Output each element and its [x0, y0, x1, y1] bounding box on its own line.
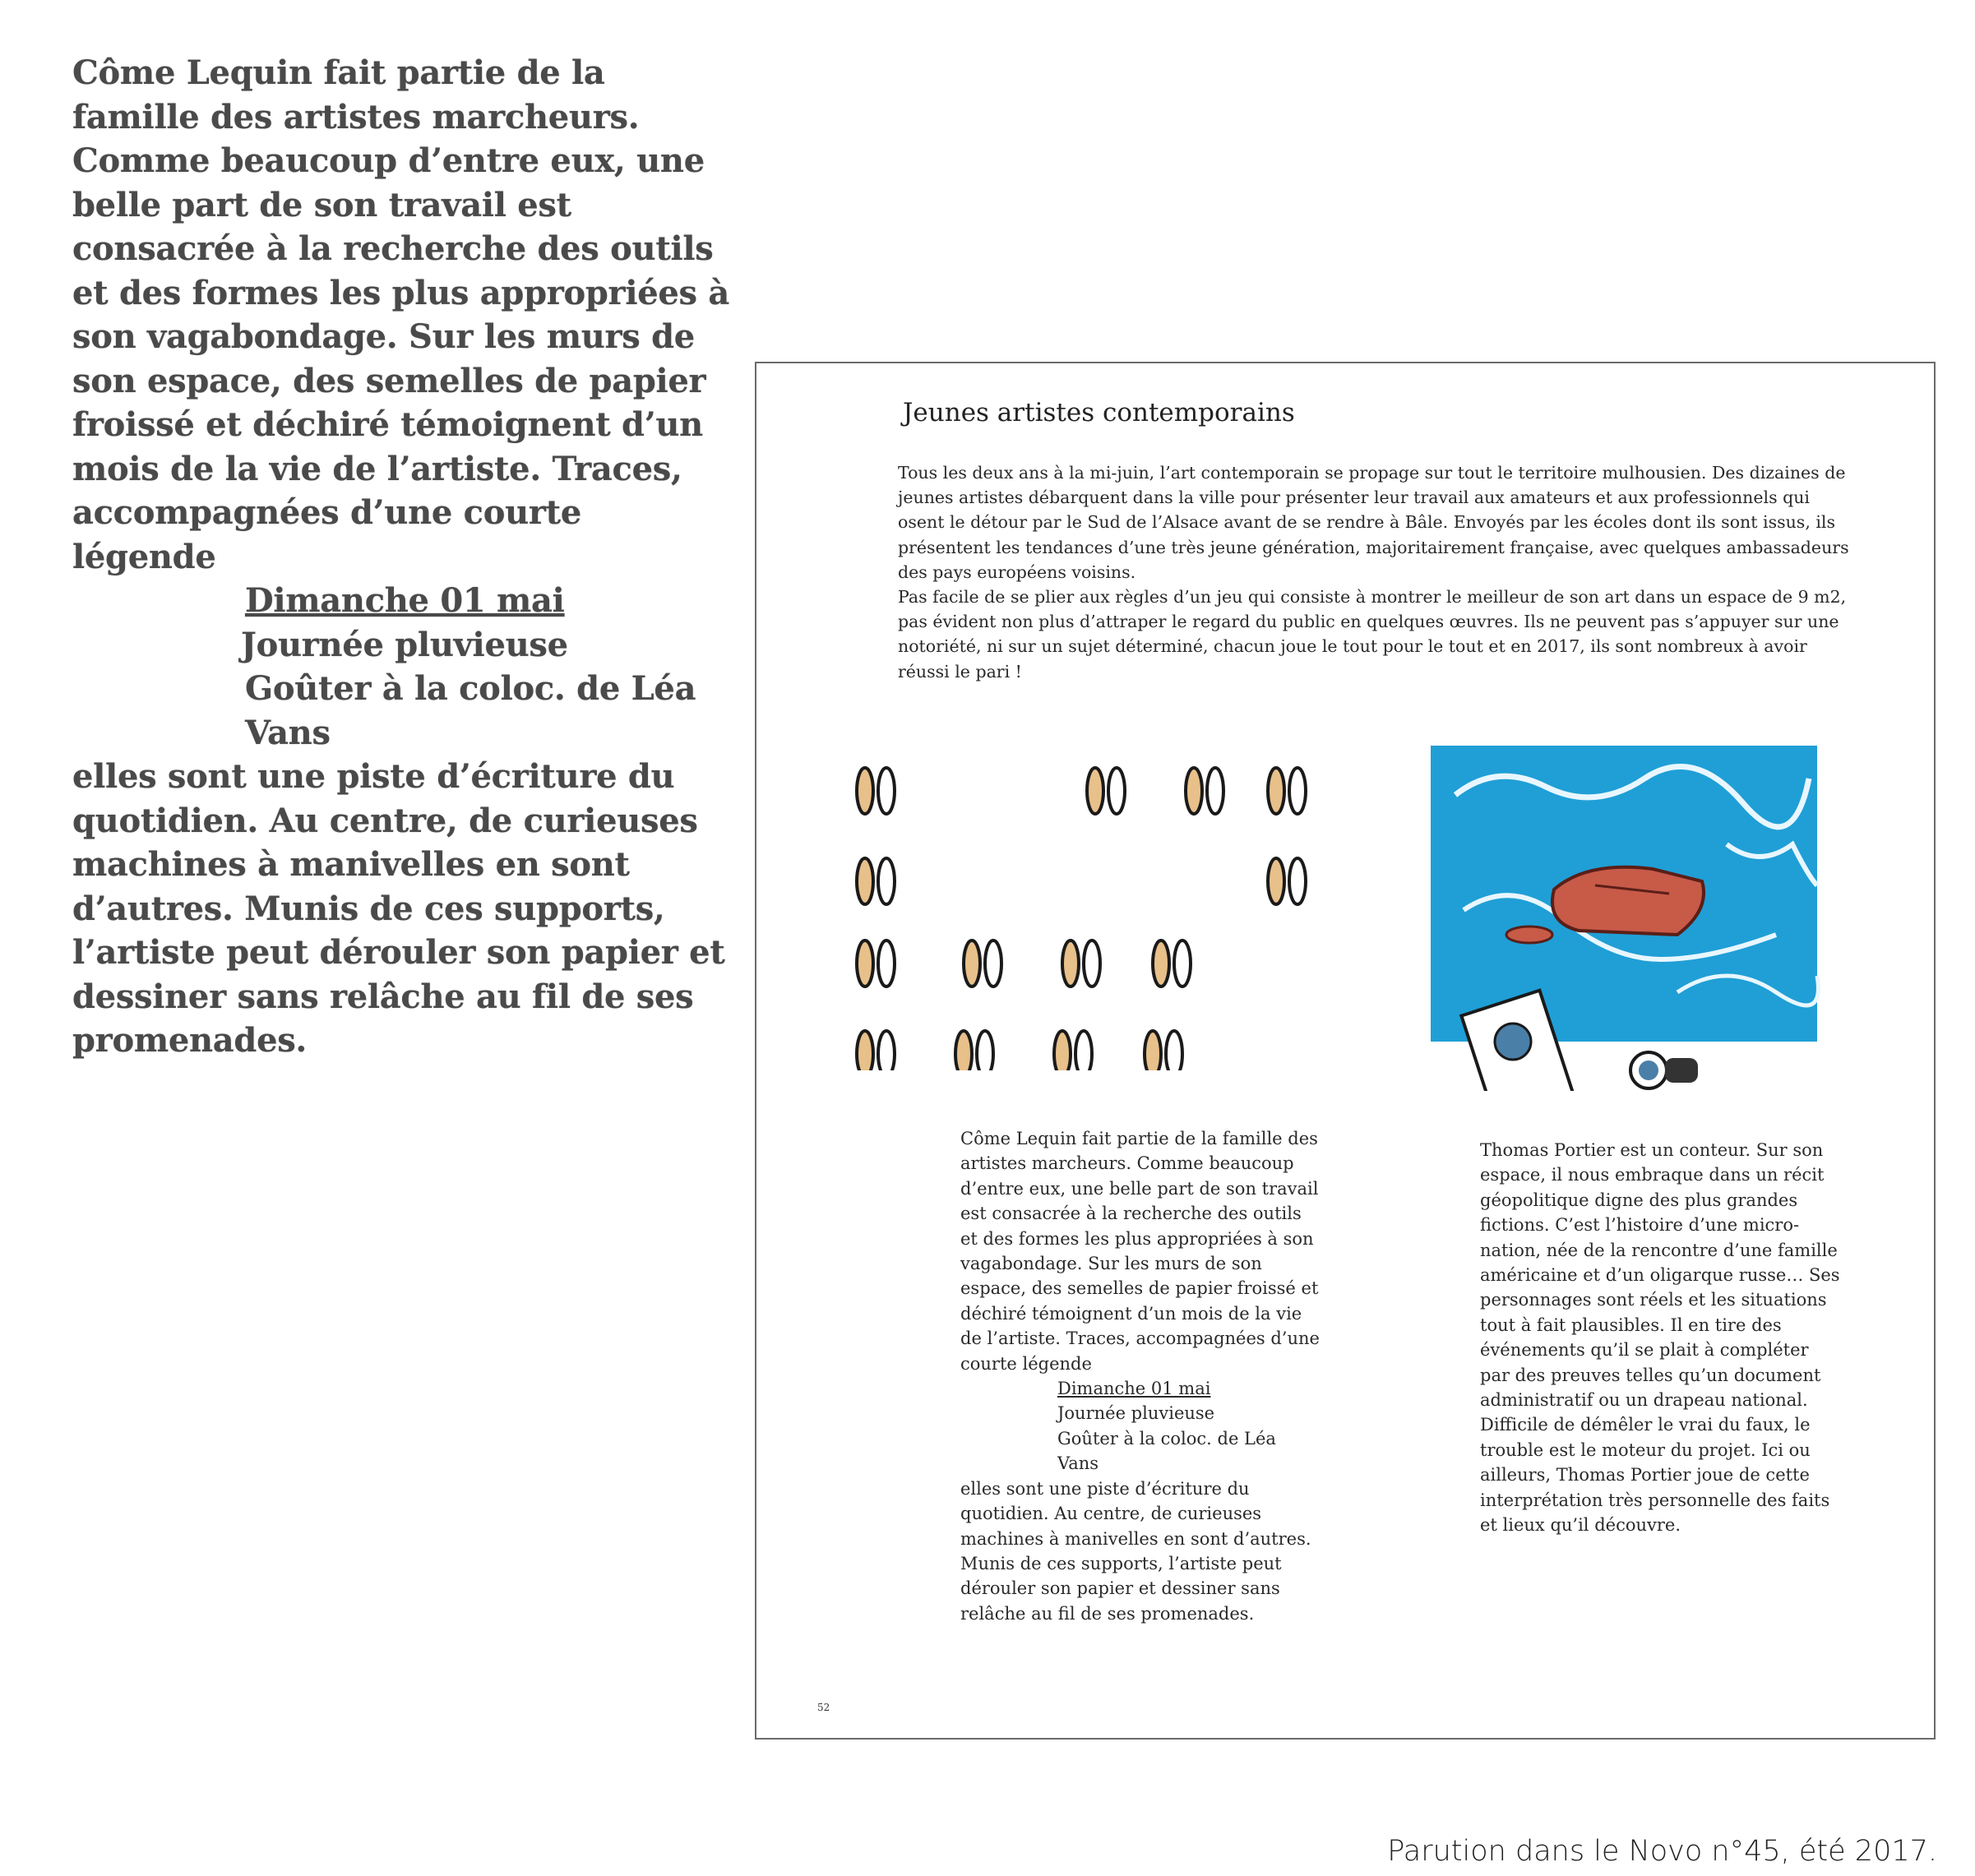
footprint-sole-icon — [878, 940, 895, 987]
footprint-sole-icon — [1084, 940, 1100, 987]
article-thomas-portier: Thomas Portier est un conteur. Sur son espace, il nous embraque dans un récit géopolitique digne des plus grandes fictions. C’est l’histoire d’une micro-nation, née de la rencontre d’une famille américaine et d’un oligarque russe… Ses personnages sont réels et les situations tout à fait plausibles. Il en tire des événements qu’il se plait à compléter par des preuves telles qu’un document administratif ou un drapeau national. Difficile de démêler le vrai du faux, le trouble est le moteur du projet. Ici ou ailleurs, Thomas Portier joue de cette interprétation très personnelle des faits et lieux qu’il découvre. — [1480, 1140, 1840, 1536]
footprint-sole-icon — [977, 1031, 993, 1070]
footprint-sole-icon — [857, 858, 873, 904]
intro-text — [898, 460, 1860, 684]
col-a-legend-3: Goûter à la coloc. de Léa Vans — [1057, 1428, 1276, 1474]
footprint-sole-icon — [857, 1031, 873, 1070]
footprint-sole-icon — [1153, 940, 1169, 987]
zoom-paragraph-1: Côme Lequin fait partie de la famille des artistes marcheurs. Comme beaucoup d’entre eux, une belle part de son travail est consacrée à la recherche des outils et des formes les plus appropriées à son vagabondage. Sur les murs de son espace, des semelles de papier froissé et déchiré témoignent d’un mois de la vie de l’artiste. Traces, accompagnées d’une courte légende — [72, 53, 729, 576]
footprint-sole-icon — [1289, 858, 1306, 904]
footprint-sole-icon — [1145, 1031, 1161, 1070]
footprints-image — [839, 758, 1332, 1070]
footprint-sole-icon — [985, 940, 1001, 987]
footprint-sole-icon — [1108, 768, 1125, 814]
publication-caption: Parution dans le Novo n°45, été 2017. — [1387, 1835, 1937, 1868]
boat-icon — [1552, 867, 1704, 935]
zoom-paragraph-2: elles sont une piste d’écriture du quotidien. Au centre, de curieuses machines à manivelles en sont d’autres. Munis de ces supports, l’artiste peut dérouler son papier et dessiner sans relâche au fil de ses promenades. — [72, 757, 725, 1060]
footprint-sole-icon — [857, 940, 873, 987]
article-come-lequin — [960, 1126, 1322, 1626]
magazine-page — [755, 362, 1936, 1740]
footprint-sole-icon — [1207, 768, 1223, 814]
footprint-sole-icon — [1268, 768, 1284, 814]
footprint-sole-icon — [878, 1031, 895, 1070]
footprint-sole-icon — [964, 940, 980, 987]
footprint-sole-icon — [878, 768, 895, 814]
boat-map-illustration — [1431, 746, 1875, 1091]
zoom-legend-line-2: Journée pluvieuse — [241, 625, 568, 664]
footprint-sole-icon — [1166, 1031, 1182, 1070]
footprint-sole-icon — [857, 768, 873, 814]
col-a-legend-2: Journée pluvieuse — [1057, 1403, 1215, 1424]
footprint-sole-icon — [955, 1031, 972, 1070]
tape-roll-icon — [1630, 1052, 1698, 1088]
footprint-sole-icon — [1174, 940, 1191, 987]
zoom-legend-line-1: Dimanche 01 mai — [245, 581, 565, 620]
col-a-legend-1: Dimanche 01 mai — [1057, 1379, 1211, 1399]
page-title: Jeunes artistes contemporains — [903, 398, 1295, 427]
col-a-paragraph-1: Côme Lequin fait partie de la famille des artistes marcheurs. Comme beaucoup d’entre eux, une belle part de son travail est consacrée à la recherche des outils et des formes les plus appropriées à son vagabondage. Sur les murs de son espace, des semelles de papier froissé et déchiré témoignent d’un mois de la vie de l’artiste. Traces, accompagnées d’une courte légende — [960, 1129, 1320, 1374]
footprint-sole-icon — [878, 858, 895, 904]
zoomed-excerpt — [72, 51, 730, 1063]
footprint-sole-icon — [1075, 1031, 1092, 1070]
footprint-sole-icon — [1062, 940, 1079, 987]
intro-paragraph-2: Pas facile de se plier aux règles d’un jeu qui consiste à montrer le meilleur de son art dans un espace de 9 m2, pas évident non plus d’attraper le regard du public en quelques œuvres. Ils ne peuvent pas s’appuyer sur une notoriété, ni sur un sujet déterminé, chacun joue le tout pour le tout et en 2017, ils sont nombreux à avoir réussi le pari ! — [898, 587, 1847, 682]
footprint-sole-icon — [1054, 1031, 1071, 1070]
intro-paragraph-1: Tous les deux ans à la mi-juin, l’art contemporain se propage sur tout le territoire mulhousien. Des dizaines de jeunes artistes débarquent dans la ville pour présenter leur travail aux amateurs et aux professionnels qui osent le détour par le Sud de l’Alsace avant de se rendre à Bâle. Envoyés par les écoles dont ils sont issus, ils présentent les tendances d’une très jeune génération, majoritairement française, avec quelques ambassadeurs des pays européens voisins. — [898, 463, 1849, 582]
zoom-legend-line-3: Goûter à la coloc. de Léa Vans — [245, 669, 696, 752]
col-a-paragraph-2: elles sont une piste d’écriture du quotidien. Au centre, de curieuses machines à manivelles en sont d’autres. Munis de ces supports, l’artiste peut dérouler son papier et dessiner sans relâche au fil de ses promenades. — [960, 1478, 1311, 1624]
footprint-sole-icon — [1186, 768, 1202, 814]
footprint-sole-icon — [1289, 768, 1306, 814]
page-number: 52 — [817, 1702, 830, 1713]
footprint-sole-icon — [1268, 858, 1284, 904]
footprint-sole-icon — [1087, 768, 1103, 814]
